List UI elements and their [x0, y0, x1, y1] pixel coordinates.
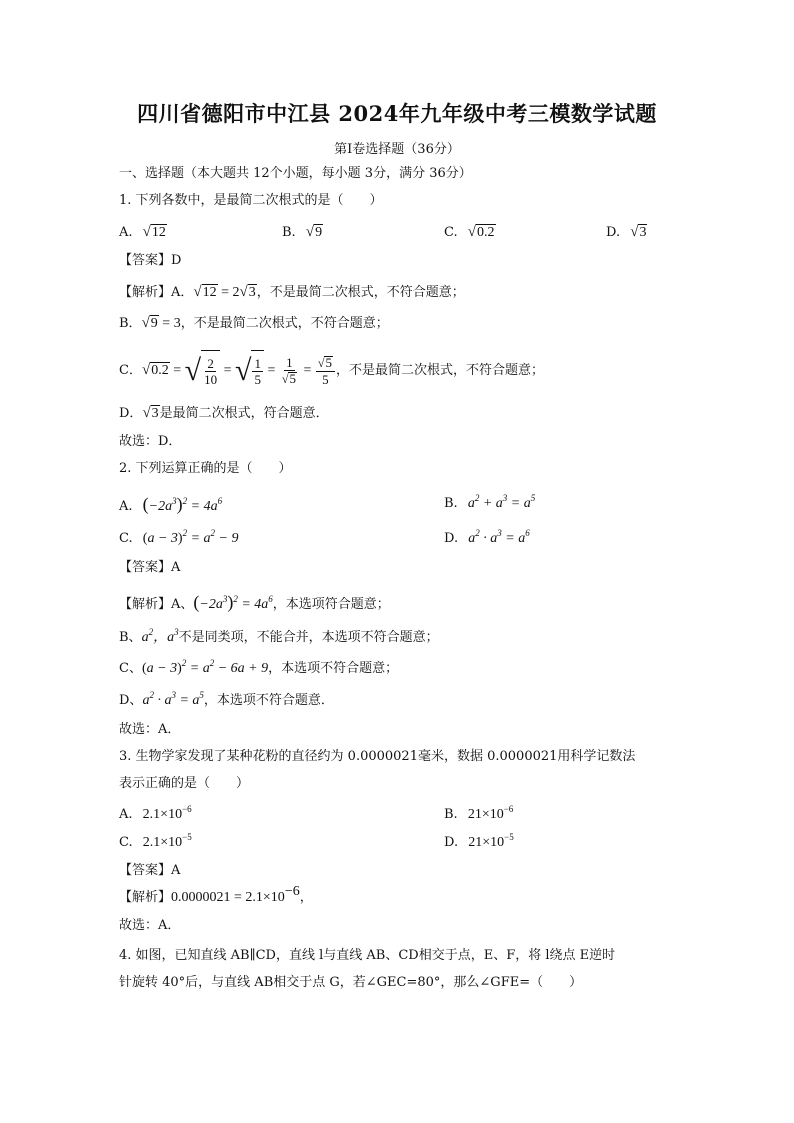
q2-option-b: B. $a^2 + a^3 = a^5$ — [444, 493, 536, 511]
q1-explanation-a: 【解析】A．√12 = 2√3，不是最简二次根式，不符合题意； — [119, 284, 465, 300]
q3-option-a: A. $2.1\times 10^{-6}$ — [119, 804, 192, 822]
page-title: 四川省德阳市中江县 2024年九年级中考三模数学试题 — [137, 101, 657, 126]
q3-option-b-label: B. — [444, 807, 458, 822]
q3-option-a-label: A. — [119, 807, 133, 822]
q2-conclusion: 故选：A． — [119, 722, 181, 737]
section-heading: 一、选择题（本大题共 12个小题，每小题 3分，满分 36分） — [119, 166, 472, 181]
q3-stem-line1: 3. 生物学家发现了某种花粉的直径约为 0.0000021毫米，数据 0.0000021用科学记数法 — [119, 749, 636, 764]
q1-stem: 1. 下列各数中，是最简二次根式的是（ ） — [119, 193, 383, 208]
q4-stem-line1: 4. 如图，已知直线 AB∥CD，直线 l与直线 AB、CD相交于点，E、F，将 l绕点 E逆时 — [119, 948, 616, 963]
q2-stem: 2. 下列运算正确的是（ ） — [119, 461, 292, 476]
q2-explanation-b: B、$a^2$，$a^3$不是同类项，不能合并，本选项不符合题意； — [119, 627, 439, 645]
q2-option-d-label: D. — [444, 531, 459, 546]
q2-option-a-label: A. — [119, 499, 133, 514]
q1-option-b-label: B. — [282, 225, 296, 240]
q2-explanation-d: D、$a^2 \cdot a^3 = a^5$，本选项不符合题意． — [119, 690, 334, 708]
q3-option-c: C. $2.1\times 10^{-5}$ — [119, 832, 192, 850]
q1-option-c: C. √0.2 — [444, 224, 495, 240]
q1-option-c-label: C. — [444, 225, 458, 240]
q1-option-b: B. √9 — [282, 224, 323, 240]
q3-answer: 【答案】A — [119, 863, 181, 878]
q1-answer: 【答案】D — [119, 253, 182, 268]
q3-option-c-label: C. — [119, 835, 133, 850]
q1-option-d: D. √3 — [606, 224, 647, 240]
q3-stem-line2: 表示正确的是（ ） — [119, 776, 250, 791]
q2-option-b-label: B. — [444, 496, 458, 511]
q1-explanation-b: B．√9 = 3，不是最简二次根式，不符合题意； — [119, 315, 389, 331]
section-subtitle: 第Ⅰ卷选择题（36分） — [334, 142, 460, 157]
q2-option-a: A. $(-2a^3)^2 = 4a^6$ — [119, 494, 223, 514]
q1-option-a: A. √12 — [119, 224, 166, 240]
q1-conclusion: 故选：D． — [119, 434, 182, 449]
q2-answer: 【答案】A — [119, 560, 181, 575]
q2-explanation-a: 【解析】A、$(-2a^3)^2 = 4a^6$，本选项符合题意； — [119, 592, 390, 612]
q1-option-a-label: A. — [119, 225, 133, 240]
q4-stem-line2: 针旋转 40°后，与直线 AB相交于点 G，若∠GEC=80°，那么∠GFE=（ ） — [119, 975, 583, 990]
q2-option-c-label: C. — [119, 531, 133, 546]
q1-option-d-label: D. — [606, 225, 621, 240]
q2-explanation-c: C、$(a - 3)^2 = a^2 - 6a + 9$，本选项不符合题意； — [119, 658, 399, 676]
q2-option-c: C. $(a - 3)^2 = a^2 - 9$ — [119, 528, 239, 546]
q3-explanation: 【解析】$0.0000021 = 2.1\times 10^{-6}$， — [119, 884, 313, 905]
q2-option-d: D. $a^2 \cdot a^3 = a^6$ — [444, 528, 530, 546]
q3-option-d: D. $21\times 10^{-5}$ — [444, 832, 514, 850]
q3-conclusion: 故选：A． — [119, 918, 181, 933]
q3-option-b: B. $21\times 10^{-6}$ — [444, 804, 514, 822]
q3-option-d-label: D. — [444, 835, 459, 850]
q1-explanation-d: D．√3是最简二次根式，符合题意． — [119, 405, 329, 421]
q1-explanation-c: C．√0.2 = √ $\frac{2}{10}$ = √ $\frac{1}{5}$ = $\frac{1}{√5}$ = $\frac{√5}{5}$ ，不是最简二次根式，不符合题意； — [119, 350, 544, 391]
